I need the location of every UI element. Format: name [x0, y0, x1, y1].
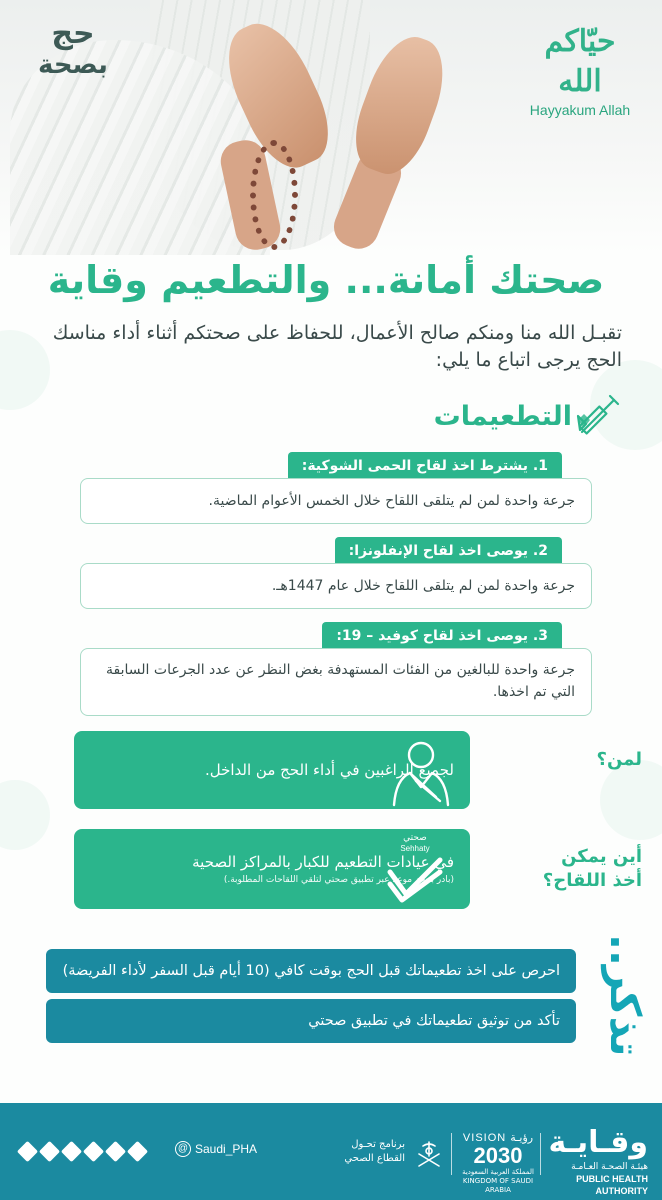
vaccines-title: التطعيمات — [433, 401, 572, 432]
health-transformation-program — [330, 1138, 405, 1166]
social-handle[interactable] — [175, 1141, 257, 1157]
vaccine-text-influenza: جرعة واحدة لمن لم يتلقى اللقاح خلال عام 1447هـ. — [80, 563, 592, 609]
footer — [0, 1103, 662, 1200]
social-handle-text: Saudi_PHA — [195, 1142, 258, 1156]
vaccine-label-influenza: 2. يوصى اخذ لقاح الإنفلونزا: — [335, 537, 562, 565]
sehhaty-logo-en: Sehhaty — [400, 844, 430, 853]
hajj-healthy-logo — [28, 18, 118, 80]
vaccine-text-covid: جرعة واحدة للبالغين من الفئات المستهدفة بغض النظر عن عدد الجرعات السابقة التي تم اخذها. — [80, 648, 592, 716]
who-answer: لجميع الراغبين في أداء الحج من الداخل. — [204, 761, 454, 779]
remember-item-2: تأكد من توثيق تطعيماتك في تطبيق صحتي — [46, 999, 576, 1043]
prayer-beads — [250, 140, 298, 250]
sehhaty-logo — [380, 829, 450, 907]
where-question-line-1: أين يمكن — [561, 846, 642, 867]
decor-shape — [0, 780, 50, 850]
intro-text: تقبـل الله منا ومنكم صالح الأعمال، للحفاظ على صحتكم أثناء أداء مناسك الحج يرجى اتباع ما يلي: — [52, 322, 622, 371]
divider — [451, 1133, 452, 1175]
pha-arabic-full: هيئـة الصحـة العـامـة — [571, 1162, 648, 1172]
diamond-shape — [105, 1141, 126, 1162]
diamond-shape — [83, 1141, 104, 1162]
saudi-emblem-icon — [413, 1138, 445, 1170]
diamond-shape — [127, 1141, 148, 1162]
vision-line-1: VISION رؤيـة — [462, 1132, 534, 1144]
vaccine-text-meningitis: جرعة واحدة لمن لم يتلقى اللقاح خلال الخمس الأعوام الماضية. — [80, 478, 592, 524]
syringe-icon — [572, 392, 622, 438]
pha-english: PUBLIC HEALTH AUTHORITY — [576, 1174, 648, 1196]
logo-arabic: حيّاكم الله — [544, 24, 616, 99]
logo-english: Hayyakum Allah — [529, 102, 631, 118]
vision-2030-logo — [458, 1131, 538, 1195]
remember-item-1: احرص على اخذ تطعيماتك قبل الحج بوقت كافي (10 أيام قبل السفر لأداء الفريضة) — [46, 949, 576, 993]
vision-line-3: المملكة العربية السعودية KINGDOM OF SAUDI ARABIA — [462, 1168, 534, 1194]
sehhaty-logo-ar: صحتي — [403, 833, 427, 843]
hayyakum-allah-logo — [520, 22, 640, 118]
pilgrim-icon — [386, 735, 456, 807]
at-icon: @ — [175, 1141, 191, 1157]
diamond-shape — [39, 1141, 60, 1162]
where-question — [543, 845, 642, 893]
program-line-1: برنامج تحـول — [351, 1139, 405, 1150]
who-question: لمن؟ — [596, 749, 642, 770]
checkmark-icon — [384, 854, 446, 906]
decor-shape — [600, 760, 662, 840]
vaccine-label-covid: 3. يوصى اخذ لقاح كوفيد – 19: — [322, 622, 562, 650]
program-line-2: القطاع الصحي — [344, 1153, 405, 1164]
diamond-shape — [17, 1141, 38, 1162]
logo-line-1: حج — [51, 16, 95, 51]
decor-diamonds — [20, 1141, 145, 1163]
diamond-shape — [61, 1141, 82, 1162]
where-answer: في عيادات التطعيم للكبار بالمراكز الصحية — [192, 853, 454, 871]
headline: صحتك أمانة... والتطعيم وقاية — [47, 258, 605, 302]
public-health-authority-logo — [538, 1125, 648, 1197]
where-note: (بادر بحجز موعد عبر تطبيق صحتي لتلقي اللقاحات المطلوبة.) — [223, 875, 454, 885]
logo-line-2: بصحة — [38, 50, 108, 80]
pha-arabic: وقـايـة — [548, 1125, 648, 1160]
remember-title: تذكر.. — [601, 933, 650, 1057]
where-question-line-2: أخذ اللقاح؟ — [542, 870, 642, 891]
hero-image — [0, 0, 662, 255]
vision-line-2: 2030 — [473, 1143, 523, 1168]
vaccine-label-meningitis: 1. يشترط اخذ لقاح الحمى الشوكية: — [288, 452, 562, 480]
